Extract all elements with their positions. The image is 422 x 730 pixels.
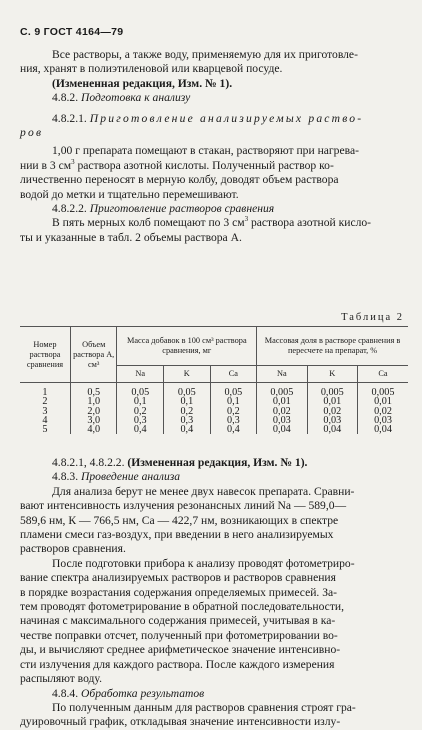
paragraph — [20, 216, 406, 230]
table-cell: 0,3 — [210, 416, 257, 425]
table-cell: 0,04 — [257, 425, 307, 434]
table-row — [20, 407, 408, 416]
amendment-note: (Измененная редакция, Изм. № 1). — [52, 76, 233, 90]
table-cell: 0,2 — [164, 407, 211, 416]
text-block-bottom — [20, 456, 406, 730]
table-cell: 0,02 — [307, 407, 357, 416]
text-line: сти излучения для каждого раствора. После каждого измерения — [20, 657, 335, 671]
subheader: Ca — [210, 366, 257, 383]
page-header: С. 9 ГОСТ 4164—79 — [20, 26, 124, 38]
text-line: ты и указанные в табл. 2 объемы раствора А. — [20, 230, 242, 244]
table-cell: 0,1 — [117, 397, 164, 406]
superscript: 3 — [71, 157, 75, 166]
paragraph — [20, 542, 406, 556]
text-line: вают интенсивность излучения резонансных линий Na — 589,0— — [20, 499, 347, 513]
table-cell: 0,05 — [210, 383, 257, 398]
text-run: нии в 3 см — [20, 158, 72, 172]
paragraph — [20, 144, 406, 158]
section-title: Проведение анализа — [80, 470, 181, 484]
table-cell: 0,2 — [210, 407, 257, 416]
text-line: пламени смеси газ-воздух, при введении в него анализируемых — [20, 528, 334, 542]
section-number: 4.8.4. — [52, 686, 81, 700]
table-cell: 0,03 — [307, 416, 357, 425]
table-row — [20, 416, 408, 425]
text-line: распыляют воду. — [20, 672, 102, 686]
text-run: раствора азотной кислоты. Полученный раствор ко- — [74, 158, 334, 172]
subheader: Na — [257, 366, 307, 383]
paragraph — [20, 231, 406, 245]
paragraph — [20, 48, 406, 62]
text-line: Для анализа берут не менее двух навесок препарата. Сравни- — [52, 484, 355, 498]
paragraph — [20, 159, 406, 173]
table-cell: 0,1 — [164, 397, 211, 406]
text-run: 4.8.2.1, 4.8.2.2. — [52, 456, 128, 469]
section-heading — [20, 470, 406, 484]
text-line: вание спектра анализируемых растворов и растворов сравнения — [20, 571, 336, 585]
text-line: начиная с максимального содержания примесей, учитывая в ка- — [20, 614, 336, 628]
table-cell: 0,02 — [358, 407, 409, 416]
table-cell: 0,4 — [117, 425, 164, 434]
paragraph — [20, 600, 406, 614]
paragraph — [20, 614, 406, 628]
section-number: 4.8.3. — [52, 470, 81, 484]
text-line: Все растворы, а также воду, применяемую для их приготовле- — [52, 48, 358, 61]
paragraph — [20, 557, 406, 571]
column-header-fraction: Массовая доля в растворе сравнения в пересчете на препарат, % — [257, 327, 408, 366]
text-line: ды, и вычисляют среднее арифметическое значение интенсивно- — [20, 643, 341, 657]
table-cell: 0,05 — [117, 383, 164, 398]
table-cell: 0,4 — [164, 425, 211, 434]
table-cell: 5 — [42, 424, 48, 436]
table-cell: 3 — [42, 405, 48, 417]
table-cell: 0,03 — [257, 416, 307, 425]
amendment-note — [20, 456, 406, 470]
table-cell: 2 — [42, 396, 48, 408]
subheader: K — [307, 366, 357, 383]
section-number: 4.8.2. — [52, 91, 81, 105]
paragraph — [20, 643, 406, 657]
text-line: водой до метки и тщательно перемешивают. — [20, 187, 239, 201]
section-heading-cont — [20, 126, 406, 140]
paragraph — [20, 514, 406, 528]
section-number: 4.8.2.1. — [52, 111, 90, 125]
paragraph — [20, 586, 406, 600]
text-block-top — [20, 48, 406, 245]
text-run: (Измененная редакция, Изм. № 1). — [127, 456, 308, 469]
paragraph — [20, 499, 406, 513]
paragraph — [20, 715, 406, 729]
table-cell: 0,3 — [164, 416, 211, 425]
table-caption: Таблица 2 — [341, 312, 404, 323]
table-cell: 0,05 — [164, 383, 211, 398]
table-cell: 0,005 — [307, 383, 357, 398]
table-cell: 0,01 — [358, 397, 409, 406]
table-cell: 4,0 — [70, 425, 117, 434]
paragraph — [20, 701, 406, 715]
data-table — [20, 326, 408, 434]
section-number: 4.8.2.2. — [52, 202, 90, 216]
paragraph — [20, 188, 406, 202]
text-line: личественно переносят в мерную колбу, доводят объем раствора — [20, 173, 339, 187]
subheader: Ca — [358, 366, 409, 383]
text-run: раствора азотной кисло- — [248, 216, 372, 230]
text-line: После подготовки прибора к анализу проводят фотометриро- — [52, 556, 355, 570]
paragraph — [20, 571, 406, 585]
table-cell: 0,02 — [257, 407, 307, 416]
paragraph — [20, 658, 406, 672]
table-cell: 1 — [42, 387, 48, 398]
section-heading — [20, 91, 406, 105]
text-line: честве поправки отсчет, полученный при фотометрировании во- — [20, 628, 338, 642]
text-line: дуировочный график, откладывая значение интенсивности излу- — [20, 715, 341, 729]
table-cell: 0,04 — [307, 425, 357, 434]
column-header-number: Номер раствора сравнения — [20, 327, 70, 383]
text-line: 589,6 нм, К — 766,5 нм, Са — 422,7 нм, возникающих в спектре — [20, 513, 339, 527]
paragraph — [20, 173, 406, 187]
text-run: В пять мерных колб помещают по 3 см — [52, 216, 245, 230]
section-title: Приготовление анализируемых раство- — [89, 111, 364, 125]
paragraph — [20, 62, 406, 76]
table-cell: 0,5 — [70, 383, 117, 398]
section-title: Подготовка к анализу — [80, 91, 191, 105]
subheader: Na — [117, 366, 164, 383]
table-row — [20, 383, 408, 398]
paragraph — [20, 485, 406, 499]
table-cell: 0,005 — [257, 383, 307, 398]
text-line: 1,00 г препарата помещают в стакан, растворяют при нагрева- — [52, 144, 359, 158]
text-line: тем проводят фотометрирование в обратной последовательности, — [20, 600, 345, 614]
table-cell: 0,03 — [358, 416, 409, 425]
section-heading — [20, 202, 406, 216]
column-header-volume: Объем раствора А, см³ — [70, 327, 117, 383]
table-cell: 0,005 — [358, 383, 409, 398]
column-header-mass: Масса добавок в 100 см³ раствора сравнения, мг — [117, 327, 257, 366]
table-cell: 0,01 — [307, 397, 357, 406]
text-line: в порядке возрастания содержания определяемых примесей. За- — [20, 585, 338, 599]
text-line: ния, хранят в полиэтиленовой или кварцевой посуде. — [20, 62, 283, 76]
subheader: K — [164, 366, 211, 383]
table-cell: 0,1 — [210, 397, 257, 406]
section-title: ров — [20, 126, 44, 140]
table-cell: 0,4 — [210, 425, 257, 434]
superscript: 3 — [244, 215, 249, 224]
table-cell: 2,0 — [70, 407, 117, 416]
section-title: Обработка результатов — [80, 686, 205, 700]
table-cell: 3,0 — [70, 416, 117, 425]
section-heading — [20, 687, 406, 701]
paragraph — [20, 528, 406, 542]
table-cell: 0,04 — [358, 425, 409, 434]
section-heading — [20, 112, 406, 126]
section-title: Приготовление растворов сравнения — [89, 202, 275, 216]
table-cell: 0,01 — [257, 397, 307, 406]
table-row — [20, 425, 408, 434]
text-line: растворов сравнения. — [20, 542, 126, 556]
paragraph — [20, 629, 406, 643]
table-cell: 4 — [42, 414, 48, 426]
text-line: По полученным данным для растворов сравнения строят гра- — [52, 700, 356, 714]
table-cell: 0,3 — [117, 416, 164, 425]
paragraph — [20, 672, 406, 686]
table-cell: 0,2 — [117, 407, 164, 416]
table-cell: 1,0 — [70, 397, 117, 406]
table-row — [20, 397, 408, 406]
